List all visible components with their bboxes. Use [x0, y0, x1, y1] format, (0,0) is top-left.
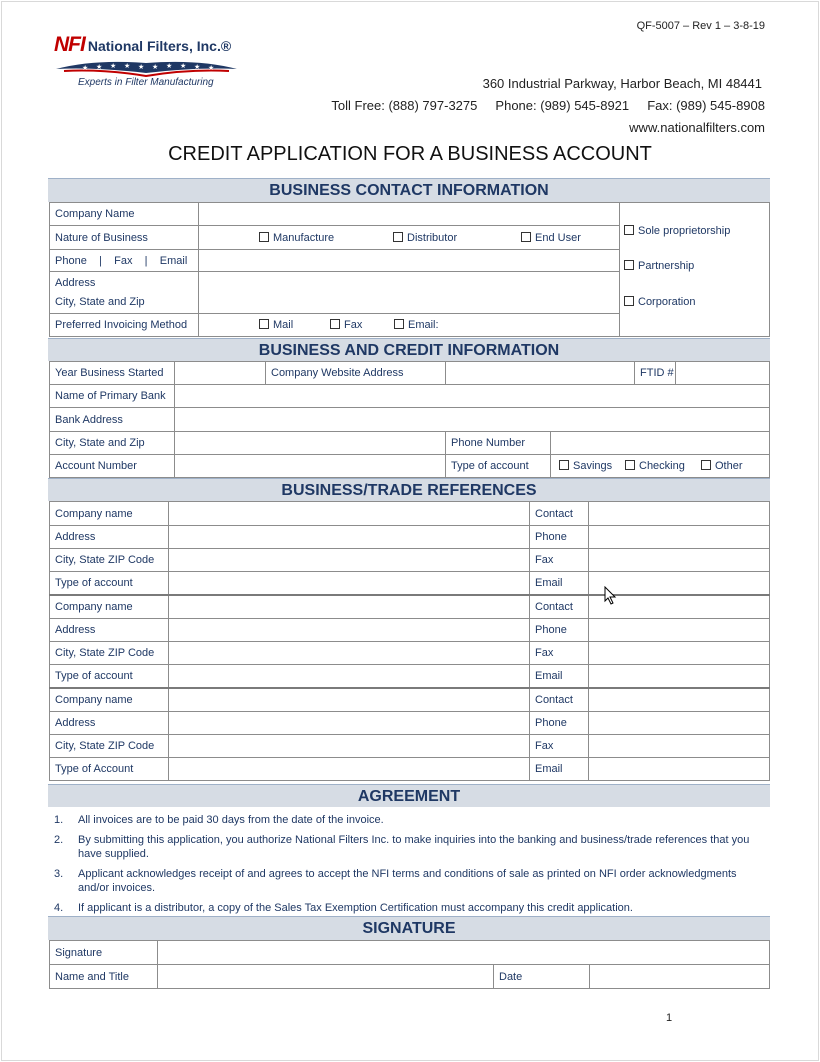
business-credit-table	[49, 361, 770, 478]
reference-contact-field[interactable]	[589, 642, 770, 665]
mouse-cursor-icon	[604, 586, 618, 606]
invoicing-options	[199, 314, 620, 337]
checkbox-icon[interactable]	[701, 460, 711, 470]
year-started-label: Year Business Started	[50, 362, 175, 385]
reference-row	[50, 758, 770, 781]
svg-text:★: ★	[82, 64, 89, 72]
reference-contact-field[interactable]	[589, 758, 770, 781]
reference-field[interactable]	[169, 665, 530, 688]
section-business-contact: BUSINESS CONTACT INFORMATION	[48, 178, 770, 202]
invoicing-label: Preferred Invoicing Method	[50, 314, 199, 337]
reference-field[interactable]	[169, 712, 530, 735]
checkbox-icon[interactable]	[259, 232, 269, 242]
company-name-label: Company Name	[50, 203, 199, 226]
company-logo	[54, 33, 244, 93]
reference-contact-field[interactable]	[589, 619, 770, 642]
reference-row	[50, 502, 770, 526]
logo-nfi: NFI	[54, 33, 85, 56]
svg-text:★: ★	[152, 63, 159, 71]
reference-contact-label: Phone	[530, 712, 589, 735]
website-label: Company Website Address	[266, 362, 446, 385]
agreement-item: 4. If applicant is a distributor, a copy of the Sales Tax Exemption Certification must accompany this credit application.	[54, 902, 633, 914]
account-number-field[interactable]	[175, 455, 446, 478]
reference-contact-label: Phone	[530, 619, 589, 642]
bank-address-label: Bank Address	[50, 408, 175, 432]
phone-fax-email-label: Phone | Fax | Email	[50, 250, 199, 272]
reference-field[interactable]	[169, 758, 530, 781]
account-type-option[interactable]: Checking	[625, 460, 701, 472]
checkbox-icon[interactable]	[624, 296, 634, 306]
name-title-label: Name and Title	[50, 965, 158, 989]
reference-contact-label: Fax	[530, 549, 589, 572]
reference-field[interactable]	[169, 572, 530, 595]
year-started-field[interactable]	[175, 362, 266, 385]
reference-contact-field[interactable]	[589, 526, 770, 549]
bank-phone-label: Phone Number	[446, 432, 551, 455]
account-type-option[interactable]: Other	[701, 460, 743, 472]
agreement-list	[50, 813, 770, 921]
logo-wordmark	[54, 33, 231, 57]
section-business-credit: BUSINESS AND CREDIT INFORMATION	[48, 338, 770, 361]
svg-text:★: ★	[110, 62, 117, 70]
document-number: QF-5007 – Rev 1 – 3-8-19	[636, 20, 765, 32]
entity-option[interactable]: Corporation	[624, 296, 765, 308]
reference-label: Type of account	[50, 665, 169, 688]
reference-contact-label: Email	[530, 758, 589, 781]
agreement-item: 1. All invoices are to be paid 30 days from the date of the invoice.	[54, 814, 384, 826]
signature-table	[49, 940, 770, 989]
phone-fax-email-field[interactable]	[199, 250, 620, 272]
reference-field[interactable]	[169, 619, 530, 642]
company-name-field[interactable]	[199, 203, 620, 226]
nature-option[interactable]: Distributor	[393, 232, 521, 244]
reference-field[interactable]	[169, 595, 530, 619]
svg-text:★: ★	[138, 63, 145, 71]
agreement-item: 2. By submitting this application, you authorize National Filters Inc. to make inquiries into the banking and business/trade references that you have supplied.	[54, 834, 750, 860]
reference-label: City, State ZIP Code	[50, 549, 169, 572]
section-trade-references: BUSINESS/TRADE REFERENCES	[48, 478, 770, 501]
reference-field[interactable]	[169, 502, 530, 526]
logo-tagline: Experts in Filter Manufacturing	[78, 77, 214, 88]
date-field[interactable]	[590, 965, 770, 989]
logo-flag-stars-icon	[54, 59, 239, 79]
nature-label: Nature of Business	[50, 226, 199, 250]
checkbox-icon[interactable]	[394, 319, 404, 329]
reference-contact-label: Contact	[530, 688, 589, 712]
checkbox-icon[interactable]	[521, 232, 531, 242]
invoicing-option[interactable]: Email:	[394, 319, 439, 331]
entity-type-cell	[620, 203, 770, 337]
reference-contact-field[interactable]	[589, 688, 770, 712]
reference-row	[50, 735, 770, 758]
checkbox-icon[interactable]	[559, 460, 569, 470]
reference-row	[50, 712, 770, 735]
svg-text:★: ★	[96, 63, 103, 71]
address-field[interactable]	[199, 272, 620, 314]
reference-contact-field[interactable]	[589, 549, 770, 572]
bank-phone-field[interactable]	[551, 432, 770, 455]
reference-label: Address	[50, 619, 169, 642]
reference-contact-label: Fax	[530, 735, 589, 758]
reference-field[interactable]	[169, 642, 530, 665]
svg-text:★: ★	[180, 62, 187, 70]
entity-option[interactable]: Sole proprietorship	[624, 225, 765, 237]
invoicing-option[interactable]: Mail	[259, 319, 330, 331]
reference-field[interactable]	[169, 526, 530, 549]
reference-label: Company name	[50, 595, 169, 619]
reference-field[interactable]	[169, 549, 530, 572]
signature-label: Signature	[50, 941, 158, 965]
checkbox-icon[interactable]	[330, 319, 340, 329]
invoicing-option[interactable]: Fax	[330, 319, 394, 331]
section-signature: SIGNATURE	[48, 916, 770, 940]
ftid-field[interactable]	[676, 362, 770, 385]
reference-field[interactable]	[169, 735, 530, 758]
reference-row	[50, 549, 770, 572]
reference-row	[50, 688, 770, 712]
reference-contact-field[interactable]	[589, 502, 770, 526]
reference-contact-field[interactable]	[589, 665, 770, 688]
address-line: 360 Industrial Parkway, Harbor Beach, MI 48441	[482, 76, 762, 91]
nature-option[interactable]: End User	[521, 232, 581, 244]
primary-bank-label: Name of Primary Bank	[50, 385, 175, 408]
date-label: Date	[494, 965, 590, 989]
agreement-item: 3. Applicant acknowledges receipt of and agrees to accept the NFI terms and conditions of sale as printed on NFI order acknowledgments and/or invoices.	[54, 868, 737, 894]
bank-city-field[interactable]	[175, 432, 446, 455]
page-number: 1	[666, 1012, 673, 1024]
address-label: Address City, State and Zip	[50, 272, 199, 314]
logo-brand-name: National Filters, Inc.®	[87, 38, 232, 54]
bank-city-label: City, State and Zip	[50, 432, 175, 455]
account-type-option[interactable]: Savings	[559, 460, 625, 472]
name-title-field[interactable]	[158, 965, 494, 989]
phone-line: Toll Free: (888) 797-3275 Phone: (989) 545-8921 Fax: (989) 545-8908	[331, 98, 765, 113]
account-number-label: Account Number	[50, 455, 175, 478]
reference-label: Address	[50, 712, 169, 735]
reference-label: Company name	[50, 502, 169, 526]
checkbox-icon[interactable]	[624, 260, 634, 270]
nature-option[interactable]: Manufacture	[259, 232, 393, 244]
reference-row	[50, 665, 770, 688]
reference-contact-label: Email	[530, 665, 589, 688]
reference-contact-label: Contact	[530, 595, 589, 619]
nature-options	[199, 226, 620, 250]
primary-bank-field[interactable]	[175, 385, 770, 408]
entity-option[interactable]: Partnership	[624, 260, 765, 272]
reference-field[interactable]	[169, 688, 530, 712]
website-field[interactable]	[446, 362, 635, 385]
reference-contact-field[interactable]	[589, 735, 770, 758]
reference-row	[50, 572, 770, 595]
reference-label: Company name	[50, 688, 169, 712]
svg-text:★: ★	[208, 64, 215, 72]
reference-label: Type of Account	[50, 758, 169, 781]
reference-label: City, State ZIP Code	[50, 642, 169, 665]
svg-text:★: ★	[194, 63, 201, 71]
page-title: CREDIT APPLICATION FOR A BUSINESS ACCOUNT	[168, 143, 652, 165]
reference-contact-label: Email	[530, 572, 589, 595]
section-agreement: AGREEMENT	[48, 784, 770, 807]
ftid-label: FTID #	[635, 362, 676, 385]
business-contact-table	[49, 202, 770, 337]
signature-field[interactable]	[158, 941, 770, 965]
svg-text:★: ★	[166, 62, 173, 70]
reference-contact-label: Phone	[530, 526, 589, 549]
checkbox-icon[interactable]	[393, 232, 403, 242]
checkbox-icon[interactable]	[625, 460, 635, 470]
reference-contact-label: Contact	[530, 502, 589, 526]
trade-references-table	[49, 501, 770, 781]
reference-label: Address	[50, 526, 169, 549]
reference-row	[50, 642, 770, 665]
website-line: www.nationalfilters.com	[629, 120, 765, 135]
account-type-label: Type of account	[446, 455, 551, 478]
reference-label: City, State ZIP Code	[50, 735, 169, 758]
reference-row	[50, 595, 770, 619]
checkbox-icon[interactable]	[259, 319, 269, 329]
checkbox-icon[interactable]	[624, 225, 634, 235]
reference-contact-field[interactable]	[589, 712, 770, 735]
bank-address-field[interactable]	[175, 408, 770, 432]
reference-contact-label: Fax	[530, 642, 589, 665]
reference-row	[50, 526, 770, 549]
account-type-options	[551, 455, 770, 478]
svg-text:★: ★	[124, 62, 131, 70]
reference-label: Type of account	[50, 572, 169, 595]
reference-row	[50, 619, 770, 642]
